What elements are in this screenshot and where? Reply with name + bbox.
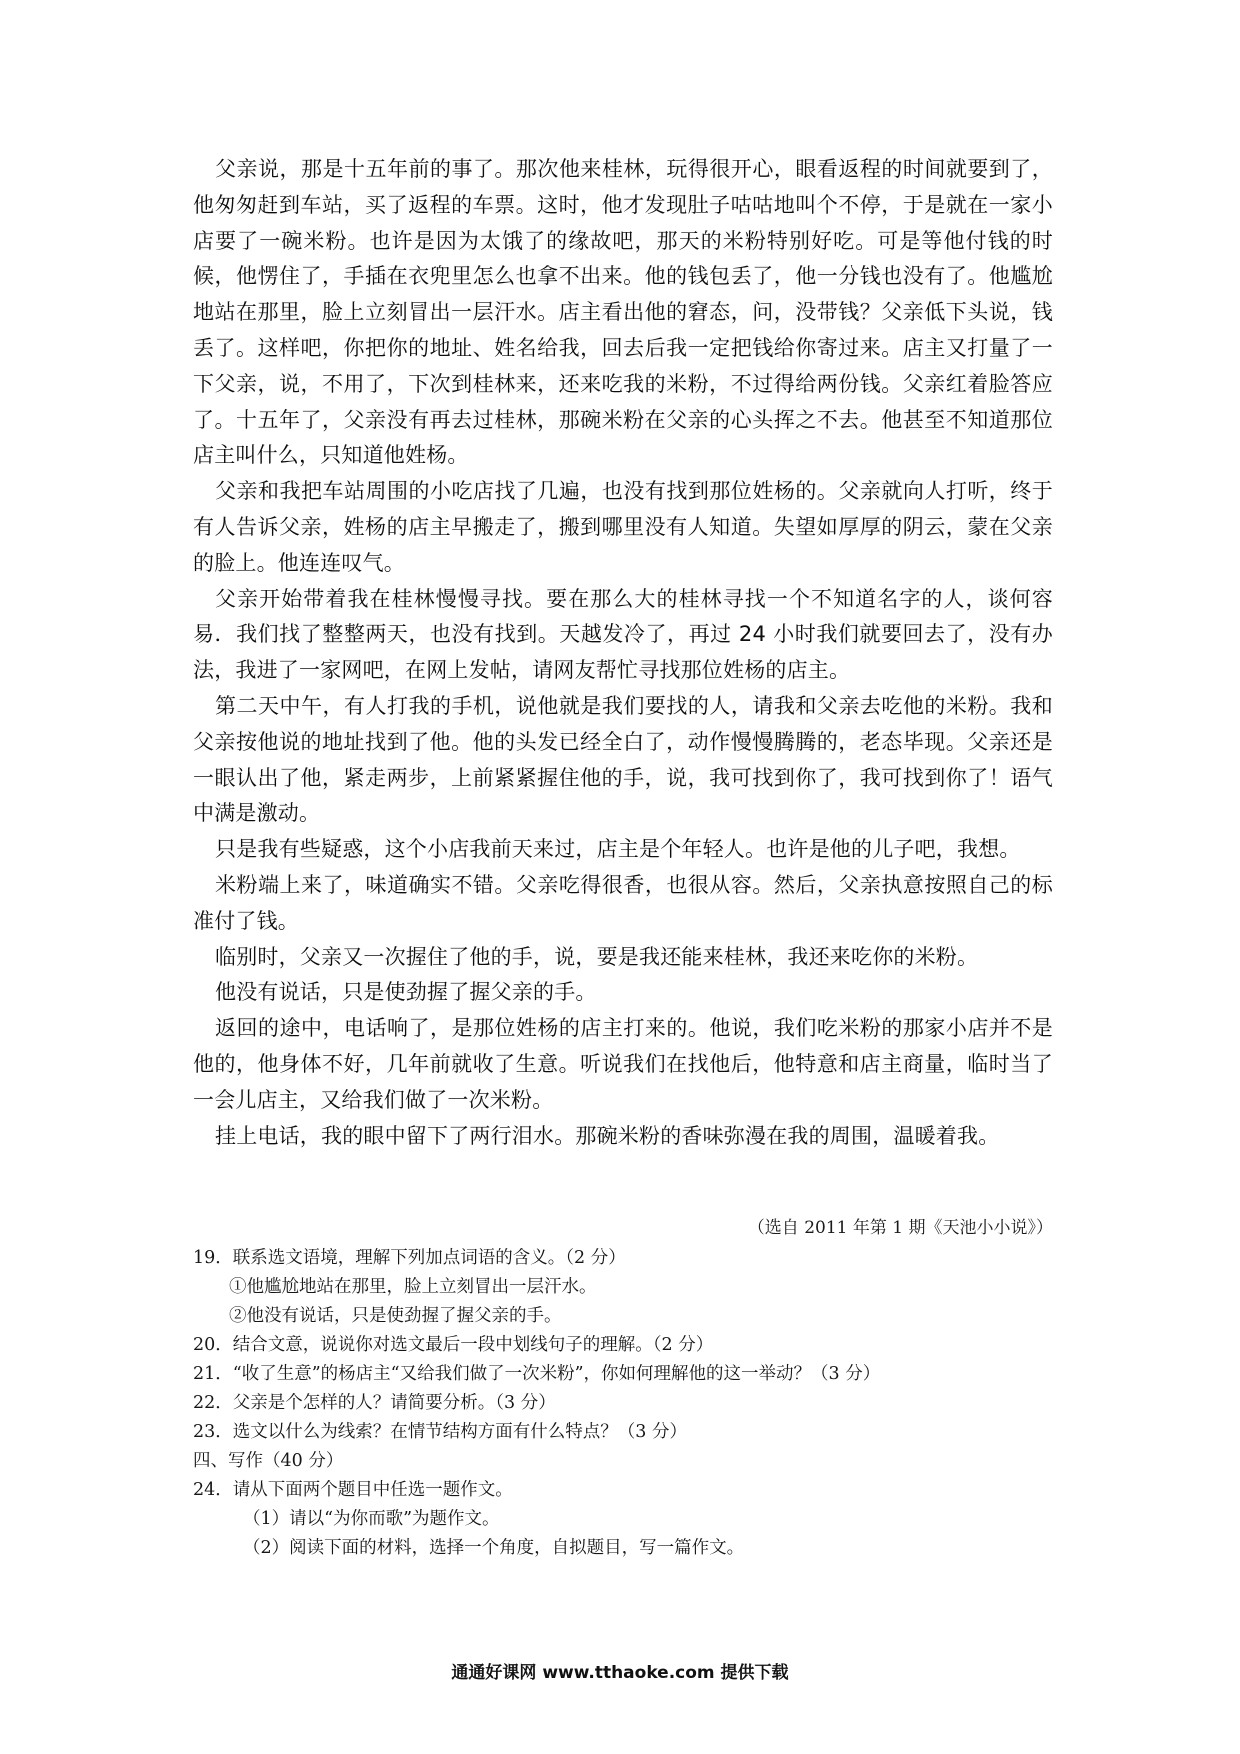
question-23: 23．选文以什么为线索？在情节结构方面有什么特点？（3 分） [193, 1422, 687, 1442]
question-24-option-2: （2）阅读下面的材料，选择一个角度，自拟题目，写一篇作文。 [243, 1538, 745, 1558]
story-text [193, 152, 1053, 1154]
section-writing-heading: 四、写作（40 分） [193, 1451, 344, 1471]
question-19-item-1: ①他尴尬地站在那里，脸上立刻冒出一层汗水。 [229, 1277, 597, 1297]
question-22: 22．父亲是个怎样的人？请简要分析。（3 分） [193, 1393, 556, 1413]
story-paragraph-10: 挂上电话，我的眼中留下了两行泪水。那碗米粉的香味弥漫在我的周围，温暖着我。 [215, 1123, 1000, 1148]
question-19-item-2: ②他没有说话，只是使劲握了握父亲的手。 [229, 1306, 562, 1326]
story-source: （选自 2011 年第 1 期《天池小小说》） [747, 1218, 1053, 1238]
story-paragraph-5: 只是我有些疑惑，这个小店我前天来过，店主是个年轻人。也许是他的儿子吧，我想。 [215, 837, 1021, 862]
story-paragraph-1: 父亲说，那是十五年前的事了。那次他来桂林，玩得很开心，眼看返程的时间就要到了，他匆匆赶到车站，买了返程的车票。这时，他才发现肚子咕咕地叫个不停，于是就在一家小店要了一碗米粉。也许是因为太饿了的缘故吧，那天的米粉特别好吃。可是等他付钱的时候，他愣住了，手插在衣兜里怎么也拿不出来。他的钱包丢了，他一分钱也没有了。他尴尬地站在那里，脸上立刻冒出一层汗水。店主看出他的窘态，问，没带钱？父亲低下头说，钱丢了。这样吧，你把你的地址、姓名给我，回去后我一定把钱给你寄过来。店主又打量了一下父亲，说，不用了，下次到桂林来，还来吃我的米粉，不过得给两份钱。父亲红着脸答应了。十五年了，父亲没有再去过桂林，那碗米粉在父亲的心头挥之不去。他甚至不知道那位店主叫什么，只知道他姓杨。 [193, 157, 1053, 468]
question-list [193, 1244, 1053, 1563]
story-paragraph-3: 父亲开始带着我在桂林慢慢寻找。要在那么大的桂林寻找一个不知道名字的人，谈何容易．我们找了整整两天，也没有找到。天越发冷了，再过 24 小时我们就要回去了，没有办法，我进了一家网吧，在网上发帖，请网友帮忙寻找那位姓杨的店主。 [193, 586, 1053, 683]
question-24-option-1: （1）请以“为你而歌”为题作文。 [243, 1509, 500, 1529]
story-paragraph-7: 临别时，父亲又一次握住了他的手，说，要是我还能来桂林，我还来吃你的米粉。 [215, 944, 979, 969]
question-21: 21．“收了生意”的杨店主“又给我们做了一次米粉”，你如何理解他的这一举动？（3 分） [193, 1364, 881, 1384]
question-20: 20．结合文意，说说你对选文最后一段中划线句子的理解。（2 分） [193, 1335, 714, 1355]
question-19: 19．联系选文语境，理解下列加点词语的含义。（2 分） [193, 1248, 626, 1268]
story-paragraph-4: 第二天中午，有人打我的手机，说他就是我们要找的人，请我和父亲去吃他的米粉。我和父亲按他说的地址找到了他。他的头发已经全白了，动作慢慢腾腾的，老态毕现。父亲还是一眼认出了他，紧走两步，上前紧紧握住他的手，说，我可找到你了，我可找到你了！语气中满是激动。 [193, 693, 1053, 826]
page-footer: 通通好课网 www.tthaoke.com 提供下载 [451, 1663, 789, 1683]
story-paragraph-2: 父亲和我把车站周围的小吃店找了几遍，也没有找到那位姓杨的。父亲就向人打听，终于有人告诉父亲，姓杨的店主早搬走了，搬到哪里没有人知道。失望如厚厚的阴云，蒙在父亲的脸上。他连连叹气。 [193, 479, 1053, 575]
story-paragraph-8: 他没有说话，只是使劲握了握父亲的手。 [215, 980, 597, 1005]
story-paragraph-6: 米粉端上来了，味道确实不错。父亲吃得很香，也很从容。然后，父亲执意按照自己的标准付了钱。 [193, 872, 1053, 933]
story-paragraph-9: 返回的途中，电话响了，是那位姓杨的店主打来的。他说，我们吃米粉的那家小店并不是他的，他身体不好，几年前就收了生意。听说我们在找他后，他特意和店主商量，临时当了一会儿店主，又给我们做了一次米粉。 [193, 1016, 1053, 1112]
question-24: 24．请从下面两个题目中任选一题作文。 [193, 1480, 513, 1500]
